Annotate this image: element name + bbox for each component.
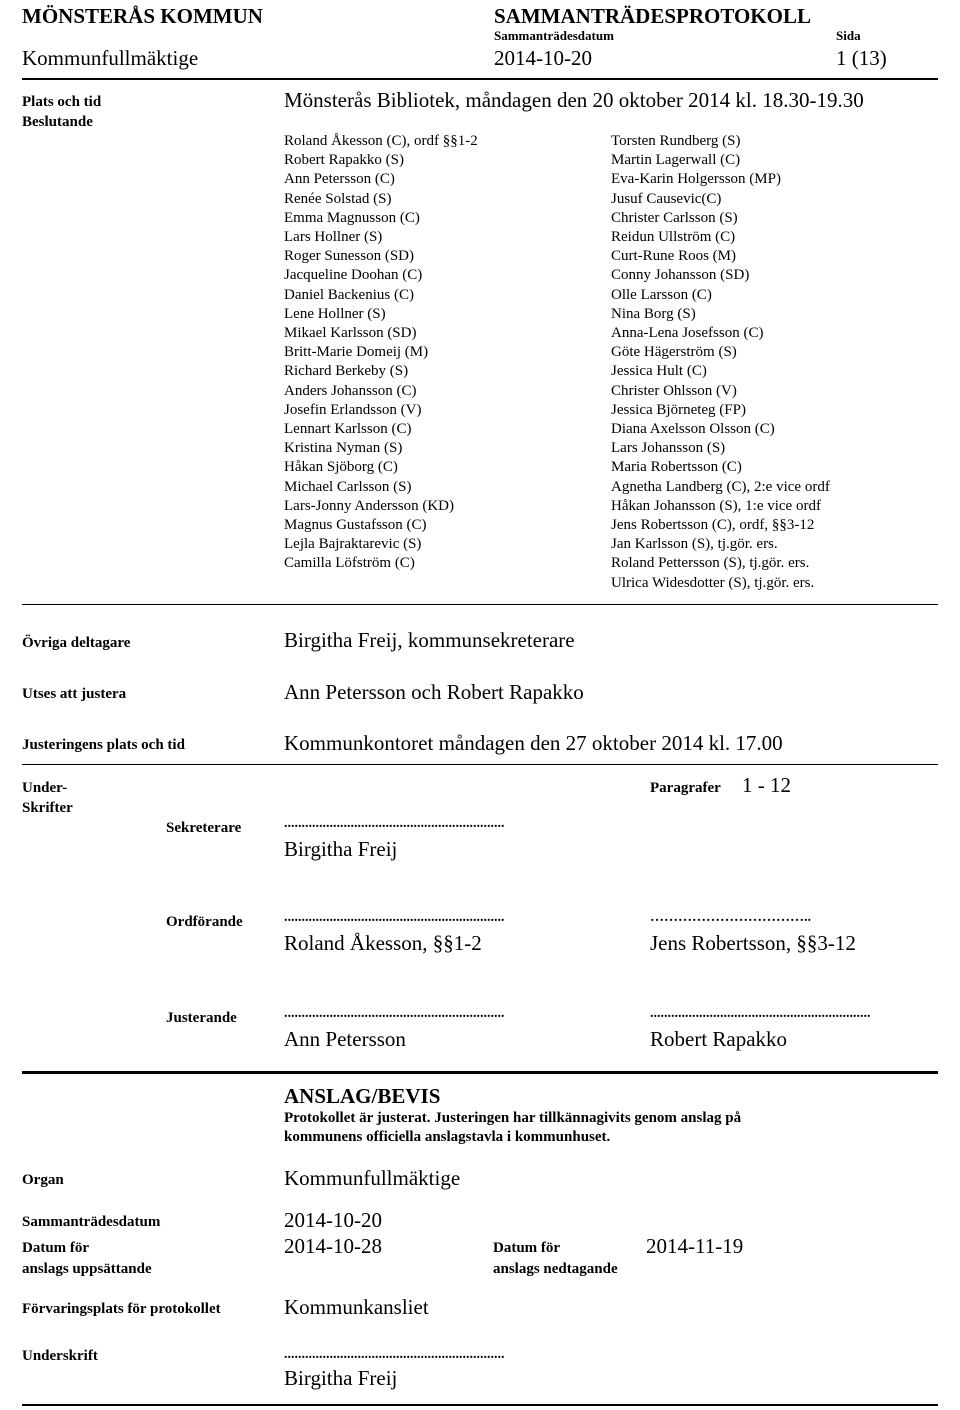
notice-organ-value: Kommunfullmäktige: [284, 1166, 461, 1190]
member-name: Håkan Johansson (S), 1:e vice ordf: [611, 497, 821, 514]
header-divider: [22, 78, 938, 80]
member-name: Ulrica Widesdotter (S), tj.gör. ers.: [611, 574, 815, 591]
member-name: Ann Petersson (C): [284, 171, 395, 188]
member-name: Jessica Björneteg (FP): [611, 401, 746, 418]
chair-name-1: Roland Åkesson, §§1-2: [284, 931, 482, 955]
member-name: Torsten Rundberg (S): [611, 133, 741, 149]
member-name: Kristina Nyman (S): [284, 440, 403, 457]
header-page-number: 1 (13): [836, 46, 887, 70]
page-label: Sida: [836, 28, 861, 43]
notice-text-line-2: kommunens officiella anslagstavla i kommunhuset.: [284, 1129, 611, 1145]
adjust-place-label: Justeringens plats och tid: [22, 737, 185, 753]
member-name: Maria Robertsson (C): [611, 459, 742, 476]
member-name: Lennart Karlsson (C): [284, 421, 412, 438]
secretary-name: Birgitha Freij: [284, 837, 398, 861]
member-name: Roland Åkesson (C), ordf §§1-2: [284, 133, 478, 149]
storage-value: Kommunkansliet: [284, 1295, 429, 1319]
place-label: Plats och tid: [22, 94, 102, 110]
adjuster-label: Justerande: [166, 1010, 237, 1026]
member-name: Diana Axelsson Olsson (C): [611, 421, 775, 438]
member-name: Mikael Karlsson (SD): [284, 325, 417, 342]
signature-label: Underskrift: [22, 1348, 98, 1364]
adjust-place-value: Kommunkontoret måndagen den 27 oktober 2014 kl. 17.00: [284, 731, 783, 755]
member-name: Lene Hollner (S): [284, 305, 386, 322]
place-value: Mönsterås Bibliotek, måndagen den 20 oktober 2014 kl. 18.30-19.30: [284, 88, 864, 112]
under-label: Under-: [22, 780, 68, 796]
adjuster-name-1: Ann Petersson: [284, 1027, 406, 1051]
member-name: Agnetha Landberg (C), 2:e vice ordf: [611, 478, 830, 495]
removed-date-value: 2014-11-19: [646, 1234, 744, 1258]
member-name: Camilla Löfström (C): [284, 555, 415, 572]
members-left-list: [284, 132, 478, 574]
member-name: Renée Solstad (S): [284, 190, 392, 207]
member-name: Christer Ohlsson (V): [611, 382, 737, 399]
removed-date-label: Datum för: [493, 1240, 561, 1256]
adjuster-signature-line-1: ...............................................................: [284, 1006, 505, 1021]
municipality-name: MÖNSTERÅS KOMMUN: [22, 4, 263, 28]
members-right-list: [611, 132, 830, 593]
posted-date-label: Datum för: [22, 1240, 90, 1256]
footer-divider: [22, 1404, 938, 1406]
notice-date-value: 2014-10-20: [284, 1208, 382, 1232]
secretary-label: Sekreterare: [166, 820, 242, 836]
notice-organ-label: Organ: [22, 1172, 64, 1188]
member-name: Lars-Jonny Andersson (KD): [284, 497, 454, 514]
signature-line: ...............................................................: [284, 1347, 505, 1362]
chair-signature-line-1: ...............................................................: [284, 910, 505, 925]
chair-signature-line-2: ……………………………..: [650, 910, 811, 925]
member-name: Jessica Hult (C): [611, 363, 707, 380]
member-name: Magnus Gustafsson (C): [284, 517, 427, 534]
notice-title: ANSLAG/BEVIS: [284, 1084, 441, 1108]
member-name: Göte Hägerström (S): [611, 344, 737, 361]
member-name: Emma Magnusson (C): [284, 209, 420, 226]
member-name: Jacqueline Doohan (C): [284, 267, 423, 284]
notice-date-label: Sammanträdesdatum: [22, 1214, 161, 1230]
posted-date-value: 2014-10-28: [284, 1234, 382, 1258]
notice-divider: [22, 1071, 938, 1074]
secretary-signature-line: ...............................................................: [284, 816, 505, 831]
member-name: Jan Karlsson (S), tj.gör. ers.: [611, 536, 778, 553]
signature-name: Birgitha Freij: [284, 1366, 398, 1390]
member-name: Michael Carlsson (S): [284, 478, 412, 495]
decision-label: Beslutande: [22, 114, 93, 130]
member-name: Reidun Ullström (C): [611, 229, 736, 246]
chair-label: Ordförande: [166, 914, 243, 930]
chair-name-2: Jens Robertsson, §§3-12: [650, 931, 856, 955]
member-name: Richard Berkeby (S): [284, 363, 409, 380]
member-name: Olle Larsson (C): [611, 286, 712, 303]
document-type: SAMMANTRÄDESPROTOKOLL: [494, 4, 811, 28]
header-date: 2014-10-20: [494, 46, 592, 70]
skrifter-label: Skrifter: [22, 800, 73, 816]
member-name: Lejla Bajraktarevic (S): [284, 536, 422, 553]
member-name: Anders Johansson (C): [284, 382, 417, 399]
paragraphs-value: 1 - 12: [742, 773, 791, 797]
adjuster-name-2: Robert Rapakko: [650, 1027, 788, 1051]
posted-date-label-2: anslags uppsättande: [22, 1261, 152, 1277]
adjust-value: Ann Petersson och Robert Rapakko: [284, 680, 584, 704]
member-name: Britt-Marie Domeij (M): [284, 344, 429, 361]
participants-value: Birgitha Freij, kommunsekreterare: [284, 628, 575, 652]
notice-text-line-1: Protokollet är justerat. Justeringen har tillkännagivits genom anslag på: [284, 1110, 742, 1126]
member-name: Daniel Backenius (C): [284, 286, 414, 303]
member-name: Conny Johansson (SD): [611, 267, 750, 284]
member-name: Nina Borg (S): [611, 305, 696, 322]
section-divider: [22, 764, 938, 765]
storage-label: Förvaringsplats för protokollet: [22, 1301, 221, 1317]
member-name: Jens Robertsson (C), ordf, §§3-12: [611, 517, 815, 534]
member-name: Lars Johansson (S): [611, 440, 726, 457]
header-organ: Kommunfullmäktige: [22, 46, 199, 70]
member-name: Christer Carlsson (S): [611, 209, 738, 226]
participants-label: Övriga deltagare: [22, 635, 131, 651]
member-name: Roger Sunesson (SD): [284, 248, 414, 265]
member-name: Robert Rapakko (S): [284, 152, 404, 169]
member-name: Martin Lagerwall (C): [611, 152, 741, 169]
adjust-label: Utses att justera: [22, 686, 127, 702]
member-name: Josefin Erlandsson (V): [284, 401, 422, 418]
section-divider: [22, 604, 938, 605]
member-name: Anna-Lena Josefsson (C): [611, 325, 764, 342]
removed-date-label-2: anslags nedtagande: [493, 1261, 618, 1277]
paragraphs-label: Paragrafer: [650, 780, 721, 796]
member-name: Lars Hollner (S): [284, 229, 383, 246]
member-name: Jusuf Causevic(C): [611, 190, 722, 207]
member-name: Roland Pettersson (S), tj.gör. ers.: [611, 555, 810, 572]
member-name: Curt-Rune Roos (M): [611, 248, 736, 265]
adjuster-signature-line-2: ...............................................................: [650, 1006, 871, 1021]
member-name: Håkan Sjöborg (C): [284, 459, 398, 476]
member-name: Eva-Karin Holgersson (MP): [611, 171, 781, 188]
date-label: Sammanträdesdatum: [494, 28, 614, 43]
